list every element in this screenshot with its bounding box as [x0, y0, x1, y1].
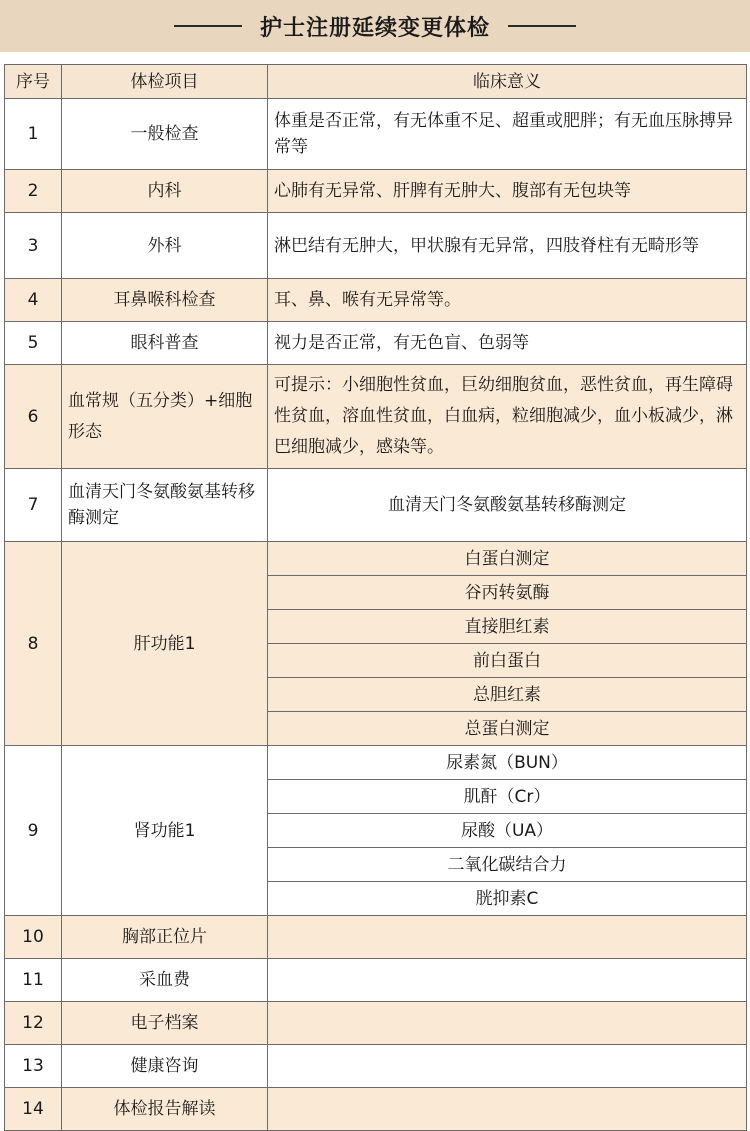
row-number: 7: [5, 469, 62, 542]
clinical-meaning: 血清天门冬氨酸氨基转移酶测定: [268, 469, 747, 542]
exam-item: 耳鼻喉科检查: [62, 279, 268, 322]
liver-group-row: [5, 542, 747, 576]
liver-subitem: 前白蛋白: [268, 644, 747, 678]
exam-table: [4, 64, 747, 1131]
exam-item: 健康咨询: [62, 1045, 268, 1088]
exam-item: 眼科普查: [62, 322, 268, 365]
col-header-meaning: 临床意义: [268, 65, 747, 99]
row-number: 14: [5, 1088, 62, 1131]
row-number: 3: [5, 213, 62, 279]
table-row: [5, 1002, 747, 1045]
liver-subitem: 白蛋白测定: [268, 542, 747, 576]
table-row: [5, 99, 747, 170]
kidney-subitem: 尿素氮（BUN）: [268, 746, 747, 780]
exam-item: 血常规（五分类）+细胞形态: [62, 365, 268, 469]
table-row: [5, 279, 747, 322]
exam-item: 采血费: [62, 959, 268, 1002]
clinical-meaning: 心肺有无异常、肝脾有无肿大、腹部有无包块等: [268, 170, 747, 213]
page-title: 护士注册延续变更体检: [259, 15, 490, 41]
clinical-meaning: [268, 1088, 747, 1131]
exam-item: 电子档案: [62, 1002, 268, 1045]
row-number: 12: [5, 1002, 62, 1045]
table-row: [5, 365, 747, 469]
kidney-subitem: 肌酐（Cr）: [268, 780, 747, 814]
exam-item: 肾功能1: [62, 746, 268, 916]
exam-item: 一般检查: [62, 99, 268, 170]
liver-subitem: 直接胆红素: [268, 610, 747, 644]
clinical-meaning: 体重是否正常，有无体重不足、超重或肥胖；有无血压脉搏异常等: [268, 99, 747, 170]
col-header-no: 序号: [5, 65, 62, 99]
row-number: 9: [5, 746, 62, 916]
row-number: 1: [5, 99, 62, 170]
header-right-rule: [508, 25, 576, 27]
row-number: 2: [5, 170, 62, 213]
row-number: 13: [5, 1045, 62, 1088]
clinical-meaning: [268, 1002, 747, 1045]
col-header-item: 体检项目: [62, 65, 268, 99]
table-row: [5, 469, 747, 542]
row-number: 5: [5, 322, 62, 365]
header-left-rule: [174, 25, 242, 27]
table-row: [5, 170, 747, 213]
table-row: [5, 1045, 747, 1088]
kidney-group-row: [5, 746, 747, 780]
kidney-subitem: 二氧化碳结合力: [268, 848, 747, 882]
liver-subitem: 谷丙转氨酶: [268, 576, 747, 610]
table-row: [5, 959, 747, 1002]
exam-item: 肝功能1: [62, 542, 268, 746]
exam-item: 内科: [62, 170, 268, 213]
row-number: 6: [5, 365, 62, 469]
clinical-meaning: [268, 1045, 747, 1088]
table-row: [5, 916, 747, 959]
table-row: [5, 1088, 747, 1131]
clinical-meaning: 耳、鼻、喉有无异常等。: [268, 279, 747, 322]
clinical-meaning: 视力是否正常，有无色盲、色弱等: [268, 322, 747, 365]
kidney-subitem: 胱抑素C: [268, 882, 747, 916]
clinical-meaning: [268, 916, 747, 959]
exam-item: 血清天门冬氨酸氨基转移酶测定: [62, 469, 268, 542]
exam-item: 体检报告解读: [62, 1088, 268, 1131]
liver-subitem: 总胆红素: [268, 678, 747, 712]
clinical-meaning: 可提示：小细胞性贫血，巨幼细胞贫血，恶性贫血，再生障碍性贫血，溶血性贫血，白血病，粒细胞减少，血小板减少，淋巴细胞减少，感染等。: [268, 365, 747, 469]
row-number: 8: [5, 542, 62, 746]
kidney-subitem: 尿酸（UA）: [268, 814, 747, 848]
exam-item: 胸部正位片: [62, 916, 268, 959]
clinical-meaning: [268, 959, 747, 1002]
row-number: 4: [5, 279, 62, 322]
table-row: [5, 213, 747, 279]
row-number: 11: [5, 959, 62, 1002]
exam-item: 外科: [62, 213, 268, 279]
row-number: 10: [5, 916, 62, 959]
clinical-meaning: 淋巴结有无肿大，甲状腺有无异常，四肢脊柱有无畸形等: [268, 213, 747, 279]
table-row: [5, 322, 747, 365]
liver-subitem: 总蛋白测定: [268, 712, 747, 746]
table-header-row: [5, 65, 747, 99]
page-header: [0, 0, 750, 52]
